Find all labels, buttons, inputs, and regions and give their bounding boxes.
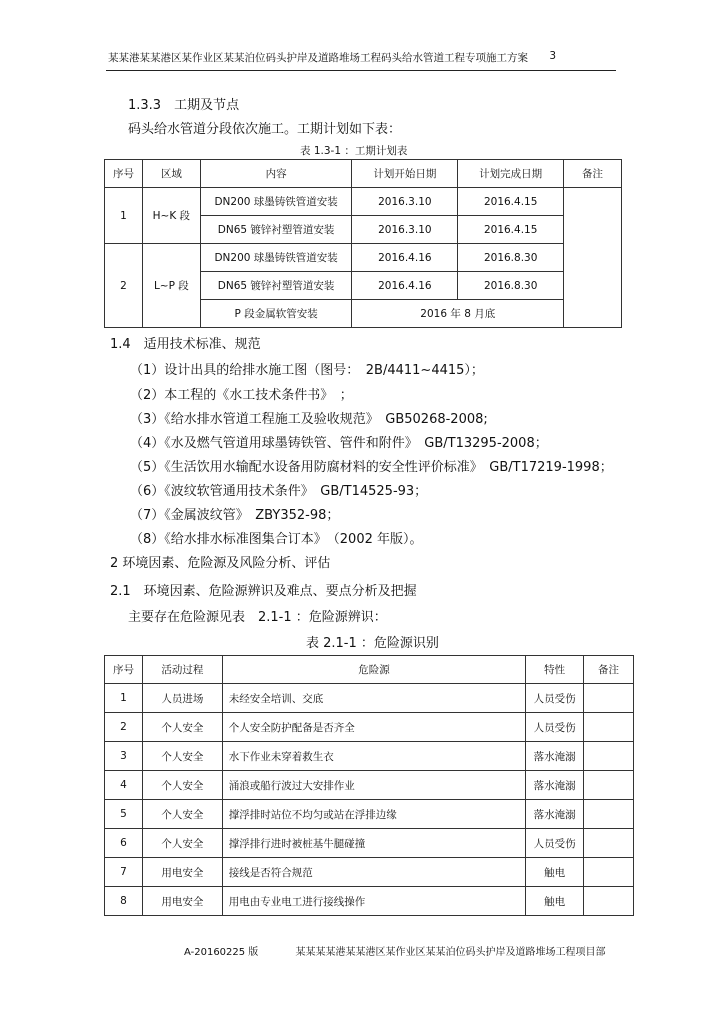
standard-item: （5）《生活饮用水输配水设备用防腐材料的安全性评价标准》 GB/T17219-1998； (130, 460, 613, 475)
cell-hazard: 未经安全培训、交底 (222, 684, 525, 713)
cell-content: DN65 镀锌衬塑管道安装 (200, 272, 352, 300)
cell-content: P 段金属软管安装 (200, 300, 352, 328)
cell-end: 2016.8.30 (458, 272, 564, 300)
hazard-table (104, 655, 634, 916)
cell-remark (584, 684, 634, 713)
cell-activity: 个人安全 (142, 829, 222, 858)
cell-content: DN65 镀锌衬塑管道安装 (200, 216, 352, 244)
header-cell: 特性 (526, 656, 584, 684)
cell-type: 人员受伤 (526, 713, 584, 742)
header-cell: 序号 (105, 160, 143, 188)
table-header-row (105, 656, 634, 684)
cell-no: 1 (105, 684, 143, 713)
cell-hazard: 接线是否符合规范 (222, 858, 525, 887)
cell-activity: 个人安全 (142, 713, 222, 742)
header-cell: 计划开始日期 (352, 160, 458, 188)
section-2-1-heading: 2.1 环境因素、危险源辨识及难点、要点分析及把握 (110, 584, 417, 599)
table-row (105, 858, 634, 887)
table-row (105, 244, 622, 272)
header-rule (106, 70, 616, 71)
cell-remark (584, 858, 634, 887)
section-1-3-3-heading: 1.3.3 工期及节点 (128, 98, 240, 113)
cell-type: 落水淹溺 (526, 771, 584, 800)
cell-remark (564, 188, 622, 328)
standard-item: （8）《给水排水标准图集合订本》 （2002 年版）。 (130, 532, 423, 547)
cell-activity: 用电安全 (142, 858, 222, 887)
page-number: 3 (549, 50, 556, 62)
footer-org: 某某某某港某某港区某作业区某某泊位码头护岸及道路堆场工程项目部 (295, 947, 606, 958)
cell-start: 2016.4.16 (352, 272, 458, 300)
table-row (105, 771, 634, 800)
cell-no: 3 (105, 742, 143, 771)
cell-activity: 个人安全 (142, 742, 222, 771)
cell-hazard: 撑浮排时站位不均匀或站在浮排边缘 (222, 800, 525, 829)
header-cell: 备注 (584, 656, 634, 684)
cell-no: 2 (105, 713, 143, 742)
cell-content: DN200 球墨铸铁管道安装 (200, 188, 352, 216)
header-cell: 区域 (142, 160, 200, 188)
cell-no: 5 (105, 800, 143, 829)
section-2-heading: 2 环境因素、危险源及风险分析、评估 (110, 556, 331, 571)
standard-item: （4）《水及燃气管道用球墨铸铁管、管件和附件》 GB/T13295-2008； (130, 436, 548, 451)
table-row (105, 742, 634, 771)
cell-end: 2016.8.30 (458, 244, 564, 272)
cell-activity: 用电安全 (142, 887, 222, 916)
cell-activity: 个人安全 (142, 800, 222, 829)
standard-item: （2）本工程的《水工技术条件书》 ； (130, 388, 353, 403)
cell-area: L~P 段 (142, 244, 200, 328)
standard-item: （6）《波纹软管通用技术条件》 GB/T14525-93； (130, 484, 428, 499)
cell-start: 2016.4.16 (352, 244, 458, 272)
header-cell: 备注 (564, 160, 622, 188)
table-row (105, 829, 634, 858)
table-row (105, 887, 634, 916)
cell-hazard: 撑浮排行进时被桩基牛腿碰撞 (222, 829, 525, 858)
page-header (108, 50, 616, 65)
cell-activity: 个人安全 (142, 771, 222, 800)
cell-hazard: 涌浪或船行波过大安排作业 (222, 771, 525, 800)
cell-type: 触电 (526, 887, 584, 916)
cell-type: 落水淹溺 (526, 800, 584, 829)
header-cell: 活动过程 (142, 656, 222, 684)
cell-type: 触电 (526, 858, 584, 887)
standard-item: （1）设计出具的给排水施工图（图号： 2B/4411~4415）； (130, 363, 484, 378)
cell-no: 8 (105, 887, 143, 916)
table-row (105, 713, 634, 742)
header-cell: 危险源 (222, 656, 525, 684)
table-row (105, 800, 634, 829)
cell-type: 人员受伤 (526, 829, 584, 858)
cell-start: 2016.3.10 (352, 188, 458, 216)
standard-item: （3）《给水排水管道工程施工及验收规范》 GB50268-2008; (130, 412, 488, 427)
table-row (105, 684, 634, 713)
cell-no: 2 (105, 244, 143, 328)
cell-remark (584, 771, 634, 800)
header-cell: 序号 (105, 656, 143, 684)
cell-hazard: 水下作业未穿着救生衣 (222, 742, 525, 771)
header-cell: 计划完成日期 (458, 160, 564, 188)
cell-remark (584, 800, 634, 829)
table1-caption: 表 1.3-1 ：工期计划表 (300, 145, 408, 157)
cell-hazard: 用电由专业电工进行接线操作 (222, 887, 525, 916)
cell-hazard: 个人安全防护配备是否齐全 (222, 713, 525, 742)
cell-area: H~K 段 (142, 188, 200, 244)
table-row (105, 188, 622, 216)
page-footer (184, 943, 640, 958)
header-title: 某某港某某港区某作业区某某泊位码头护岸及道路堆场工程码头给水管道工程专项施工方案 (108, 52, 528, 64)
cell-end: 2016.4.15 (458, 216, 564, 244)
cell-remark (584, 829, 634, 858)
cell-activity: 人员进场 (142, 684, 222, 713)
section-2-1-intro: 主要存在危险源见表 2.1-1 ：危险源辨识： (128, 610, 387, 625)
section-1-4-heading: 1.4 适用技术标准、规范 (110, 337, 261, 352)
section-1-3-3-intro: 码头给水管道分段依次施工。工期计划如下表： (128, 122, 402, 137)
schedule-table (104, 159, 622, 328)
cell-type: 落水淹溺 (526, 742, 584, 771)
cell-content: DN200 球墨铸铁管道安装 (200, 244, 352, 272)
cell-start: 2016.3.10 (352, 216, 458, 244)
cell-period: 2016 年 8 月底 (352, 300, 564, 328)
cell-type: 人员受伤 (526, 684, 584, 713)
header-cell: 内容 (200, 160, 352, 188)
standard-item: （7）《金属波纹管》 ZBY352-98； (130, 508, 340, 523)
cell-remark (584, 742, 634, 771)
cell-no: 4 (105, 771, 143, 800)
cell-remark (584, 887, 634, 916)
cell-no: 7 (105, 858, 143, 887)
cell-remark (584, 713, 634, 742)
table2-caption: 表 2.1-1 ：危险源识别 (306, 636, 439, 651)
cell-end: 2016.4.15 (458, 188, 564, 216)
cell-no: 1 (105, 188, 143, 244)
footer-version: A-20160225 版 (184, 947, 259, 958)
table-header-row (105, 160, 622, 188)
cell-no: 6 (105, 829, 143, 858)
